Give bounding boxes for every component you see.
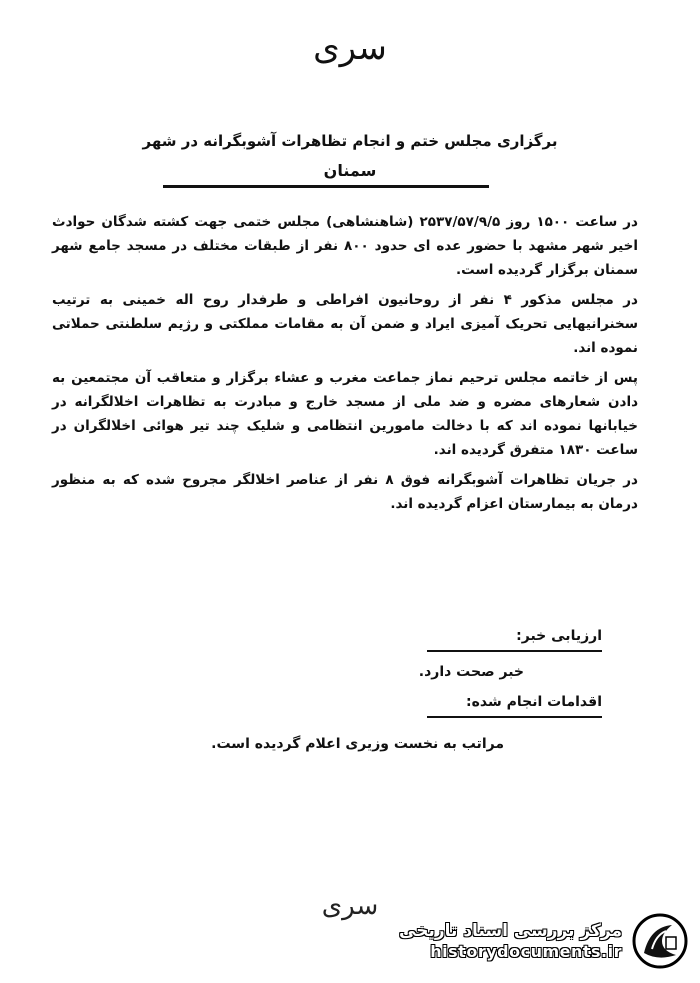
document-title: برگزاری مجلس ختم و انجام تظاهرات آشوبگرانه در شهر bbox=[142, 132, 558, 150]
paragraph-1: در ساعت ۱۵۰۰ روز ۲۵۳۷/۵۷/۹/۵ (شاهنشاهی) مجلس ختمی جهت کشته شدگان حوادث اخیر شهر مشهد با حضور عده ای حدود ۸۰۰ نفر از طبقات مختلف در مسجد جامع شهر سمنان برگزار گردیده است. bbox=[52, 214, 638, 278]
title-underline bbox=[163, 185, 489, 188]
paragraph-2: در مجلس مذکور ۴ نفر از روحانیون افراطی و طرفدار روح اله خمینی به ترتیب سخنرانیهایی تحریک آمیزی ایراد و ضمن آن به مقامات مملکتی و رژیم سلطنتی حملاتی نموده اند. bbox=[52, 292, 638, 356]
watermark-url: historydocuments.ir bbox=[430, 942, 622, 961]
report-assessment-label: ارزیابی خبر: bbox=[516, 628, 602, 644]
classification-stamp-bottom: سری bbox=[321, 891, 379, 921]
report-assessment-value: خبر صحت دارد. bbox=[418, 664, 524, 680]
watermark-text bbox=[399, 920, 622, 962]
actions-taken-label: اقدامات انجام شده: bbox=[466, 694, 602, 710]
paragraph-4: در جریان تظاهرات آشوبگرانه فوق ۸ نفر از عناصر اخلالگر مجروح شده که به منظور درمان به بیمارستان اعزام گردیده اند. bbox=[52, 472, 638, 512]
watermark-name: مرکز بررسی اسناد تاریخی bbox=[399, 921, 622, 941]
classification-stamp-top: سری bbox=[313, 28, 387, 68]
watermark bbox=[399, 913, 688, 969]
document-title-city: سمنان bbox=[323, 161, 377, 180]
archive-logo-icon bbox=[632, 913, 688, 969]
paragraph-3: پس از خاتمه مجلس ترحیم نماز جماعت مغرب و عشاء برگزار و متعاقب آن مجتمعین به دادن شعارهای مضره و ضد ملی از مسجد خارج و مبادرت به تظاهرات اخلالگرانه در خیابانها نموده اند که با دخالت مامورین انتظامی و شلیک چند تیر هوائی اخلالگران در ساعت ۱۸۳۰ متفرق گردیده اند. bbox=[52, 370, 638, 458]
actions-taken-value: مراتب به نخست وزیری اعلام گردیده است. bbox=[211, 736, 504, 752]
report-assessment-underline bbox=[427, 650, 602, 652]
document-body bbox=[52, 210, 638, 522]
actions-taken-underline bbox=[427, 716, 602, 718]
